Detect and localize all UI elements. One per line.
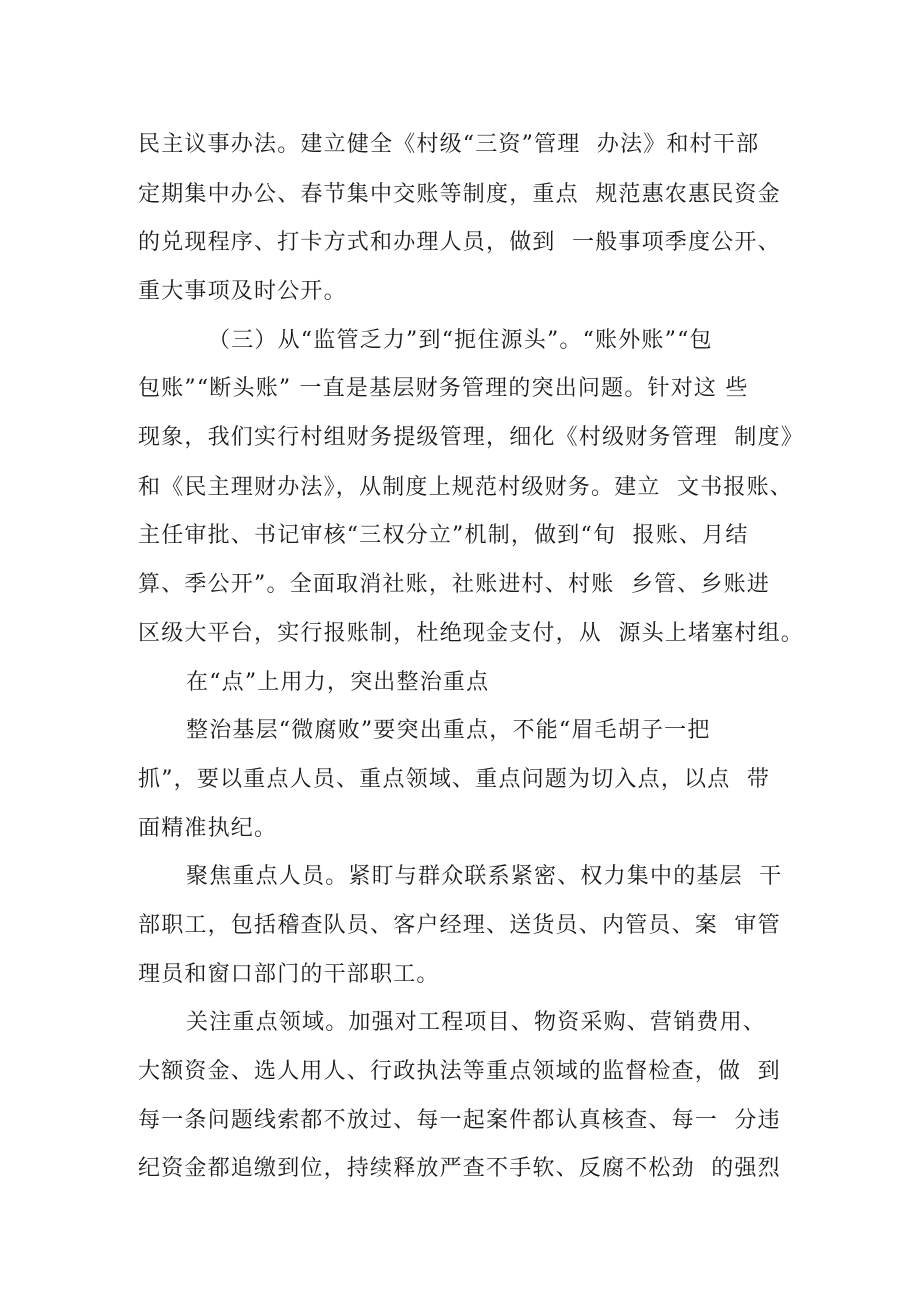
paragraph-heading: （三）从“监管乏力”到“扼住源头”。“账外账”“包	[208, 328, 713, 353]
text-line: 重大事项及时公开。	[138, 279, 347, 304]
text-line: 抓”，要以重点人员、重点领域、重点问题为切入点，以点 带	[138, 767, 771, 792]
text-line: 大额资金、选人用人、行政执法等重点领域的监督检查，做 到	[138, 1059, 781, 1084]
text-line: 主任审批、书记审核“三权分立”机制，做到“旬 报账、月结	[138, 523, 749, 548]
text-line: 定期集中办公、春节集中交账等制度，重点 规范惠农惠民资金	[138, 182, 781, 207]
text-line: 面精准执纪。	[138, 816, 278, 841]
text-line: 每一条问题线索都不放过、每一起案件都认真核查、每一 分违	[138, 1108, 781, 1133]
text-line: 理员和窗口部门的干部职工。	[138, 962, 440, 987]
text-line: 整治基层“微腐败”要突出重点，不能“眉毛胡子一把	[186, 718, 711, 743]
text-line: 部职工，包括稽查队员、客户经理、送货员、内管员、案 审管	[138, 913, 781, 938]
text-line: 纪资金都追缴到位，持续释放严查不手软、反腐不松劲 的强烈	[138, 1156, 781, 1181]
text-line: 现象，我们实行村组财务提级管理，细化《村级财务管理 制度》	[138, 425, 804, 450]
text-line: 的兑现程序、打卡方式和办理人员，做到 一般事项季度公开、	[138, 230, 781, 255]
section-heading: 在“点”上用力，突出整治重点	[186, 670, 490, 695]
text-line: 算、季公开”。全面取消社账，社账进村、村账 乡管、乡账进	[138, 572, 771, 597]
text-line: 区级大平台，实行报账制，杜绝现金支付，从 源头上堵塞村组。	[138, 621, 804, 646]
text-line: 聚焦重点人员。紧盯与群众联系紧密、权力集中的基层 干	[186, 864, 783, 889]
text-line: 民主议事办法。建立健全《村级“三资”管理 办法》和村干部	[138, 132, 760, 157]
text-line: 包账”“断头账” 一直是基层财务管理的突出问题。针对这 些	[138, 376, 749, 401]
text-line: 关注重点领域。加强对工程项目、物资采购、营销费用、	[186, 1010, 767, 1035]
text-line: 和《民主理财办法》，从制度上规范村级财务。建立 文书报账、	[138, 475, 793, 500]
